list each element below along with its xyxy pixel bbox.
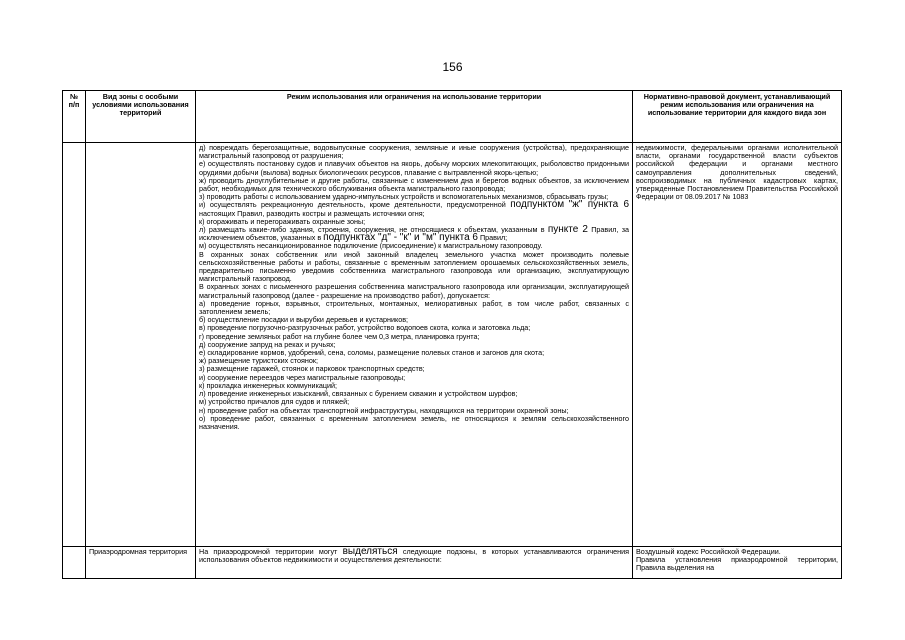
mode-item: В охранных зонах собственник или иной законный владелец земельного участка может производить полевые сельскохозяйственные работы и работы, связанные с временным затоплением орошаемых сельскохозяйственных земель, предварительно письменно уведомив собственника магистрального газопровода или организацию, эксплуатирующую магистральный газопровод.	[199, 249, 629, 284]
mode-item: и) сооружение переездов через магистральные газопроводы;	[199, 372, 406, 382]
header-mode: Режим использования или ограничения на использование территории	[196, 91, 633, 143]
mode-item: г) проведение земляных работ на глубине более чем 0,3 метра, планировка грунта;	[199, 331, 480, 341]
text-fragment: и) осуществлять рекреационную деятельность, кроме деятельности, предусмотренной	[199, 200, 506, 210]
doc-line: Правила установления приаэродромной территории, Правила выделения на	[636, 555, 838, 573]
page-number: 156	[442, 60, 463, 74]
mode-item: к) прокладка инженерных коммуникаций;	[199, 380, 338, 390]
text-fragment: л) размещать какие-либо здания, строения, сооружения, не относящиеся к объектам, указанным в	[199, 225, 545, 235]
table-header-row	[63, 91, 842, 143]
cell-doc	[633, 547, 842, 579]
mode-item: а) проведение горных, взрывных, строительных, монтажных, мелиоративных работ, в том числе работ, связанных с затоплением земель;	[199, 298, 629, 317]
mode-item: В охранных зонах с письменного разрешения собственника магистрального газопровода или организации, эксплуатирующей магистральный газопровод (далее - разрешение на производство работ), допускается:	[199, 282, 629, 300]
cell-zone	[86, 143, 196, 547]
table-row	[63, 143, 842, 547]
text-fragment: настоящих Правил, разводить костры и размещать источники огня;	[199, 208, 425, 218]
link-subparagraphs[interactable]: подпунктах "д" - "к" и "м" пункта 6	[323, 232, 478, 244]
mode-item-l	[199, 226, 629, 242]
mode-item: д) повреждать берегозащитные, водовыпускные сооружения, земляные и иные сооружения (устройства), предохраняющие магистральный газопровод от разрушения;	[199, 143, 629, 161]
header-num: № п/п	[63, 91, 86, 143]
mode-item-i	[199, 201, 629, 217]
cell-num	[63, 547, 86, 579]
mode-item: ж) проводить дноуглубительные и другие работы, связанные с изменением дна и берегов водных объектов, за исключением работ, необходимых для технического обслуживания объекта магистрального газопровода;	[199, 175, 629, 194]
mode-item: з) проводить работы с использованием ударно-импульсных устройств и вспомогательных механизмов, сбрасывать грузы;	[199, 192, 609, 202]
text-fragment: Правил, за исключением объектов, указанных в	[199, 225, 630, 243]
header-zone: Вид зоны с особыми условиями использования территорий	[86, 91, 196, 143]
mode-item: б) осуществление посадки и вырубки деревьев и кустарников;	[199, 315, 409, 325]
mode-item: н) проведение работ на объектах транспортной инфраструктуры, находящихся на территории охранной зоны;	[199, 405, 569, 415]
cell-zone: Приаэродромная территория	[86, 547, 196, 579]
text-fragment: На приаэродромной территории могут	[199, 547, 338, 556]
mode-item: е) осуществлять постановку судов и плавучих объектов на якорь, добычу морских млекопитающих, рыболовство придонными орудиями добычи (вылова) водных биологических ресурсов, плавание с вытравленной якорь-цепью;	[199, 159, 629, 177]
mode-item: к) огораживать и перегораживать охранные зоны;	[199, 216, 366, 226]
mode-item: л) проведение инженерных изысканий, связанных с бурением скважин и устройством шурфов;	[199, 389, 518, 399]
link-paragraph-2[interactable]: пункте 2	[547, 224, 588, 236]
mode-item: в) проведение погрузочно-разгрузочных работ, устройство водопоев скота, колка и заготовка льда;	[199, 323, 531, 333]
cell-doc: недвижимости, федеральными органами исполнительной власти, органами государственной власти субъектов российской федерации и органами местного самоуправления дополнительных сведений, воспроизводимых на публичных кадастровых картах, утвержденные Постановлением Правительства Российской Федерации от 08.09.2017 № 1083	[633, 143, 842, 547]
doc-line: Воздушный кодекс Российской Федерации.	[636, 547, 781, 556]
mode-item: з) размещение гаражей, стоянок и парковок транспортных средств;	[199, 364, 425, 374]
mode-item: о) проведение работ, связанных с временным затоплением земель, не относящихся к землям сельскохозяйственного назначения.	[199, 413, 629, 431]
cell-num	[63, 143, 86, 547]
cell-mode	[196, 143, 633, 547]
text-fragment: следующие подзоны, в которых устанавливаются ограничения использования объектов недвижимости и осуществления деятельности:	[199, 547, 629, 565]
mode-item: ж) размещение туристских стоянок;	[199, 356, 319, 366]
cell-mode	[196, 547, 633, 579]
link-allocate[interactable]: выделяться	[342, 546, 398, 557]
regulation-table	[62, 90, 842, 579]
mode-item: д) сооружение запруд на реках и ручьях;	[199, 339, 336, 349]
text-fragment: Правил;	[479, 233, 508, 243]
mode-item: е) складирование кормов, удобрений, сена, соломы, размещение полевых станов и загонов для скота;	[199, 348, 545, 358]
table-row	[63, 547, 842, 579]
header-doc: Нормативно-правовой документ, устанавливающий режим использования или ограничения на использование территории для каждого вида зон	[633, 91, 842, 143]
link-subparagraph[interactable]: подпунктом	[510, 199, 565, 211]
mode-item: м) устройство причалов для судов и пляжей;	[199, 397, 350, 407]
link-paragraph-6[interactable]: "ж" пункта 6	[568, 199, 630, 211]
mode-item: м) осуществлять несанкционированное подключение (присоединение) к магистральному газопроводу.	[199, 241, 543, 251]
